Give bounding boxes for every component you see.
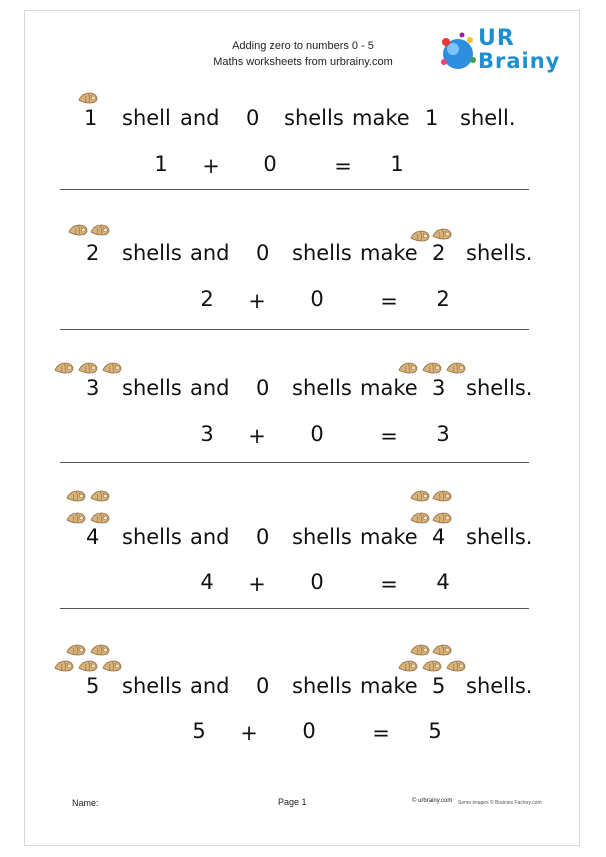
- problem-3-a-unit: shells: [122, 376, 182, 400]
- problem-1-equals: =: [334, 154, 352, 178]
- shell-icon: [410, 510, 430, 524]
- problem-2-eq-result: 2: [436, 287, 450, 311]
- problem-2-result-unit: shells.: [466, 241, 533, 265]
- problem-4-eq-a: 4: [200, 570, 214, 594]
- shell-icon: [66, 488, 86, 502]
- problem-5-result-unit: shells.: [466, 674, 533, 698]
- problem-1-eq-result: 1: [390, 152, 404, 176]
- problem-2-b-unit: shells: [292, 241, 352, 265]
- problem-3-make: make: [360, 376, 418, 400]
- problem-1-plus: +: [202, 154, 220, 178]
- problem-2-and: and: [190, 241, 230, 265]
- shell-icon: [432, 510, 452, 524]
- problem-3-a: 3: [86, 376, 100, 400]
- problem-5-eq-a: 5: [192, 719, 206, 743]
- problem-1-eq-b: 0: [263, 152, 277, 176]
- problem-1-a-unit: shell: [122, 106, 171, 130]
- problem-4-and: and: [190, 525, 230, 549]
- shell-icon: [78, 360, 98, 374]
- problem-5-equals: =: [372, 721, 390, 745]
- problem-3-plus: +: [248, 424, 266, 448]
- shell-icon: [90, 510, 110, 524]
- globe-icon: [440, 30, 480, 74]
- shell-icon: [446, 658, 466, 672]
- logo-line-2: Brainy: [478, 49, 561, 73]
- problem-5-a: 5: [86, 674, 100, 698]
- problem-1-b: 0: [246, 106, 260, 130]
- problem-5-a-unit: shells: [122, 674, 182, 698]
- problem-2-eq-a: 2: [200, 287, 214, 311]
- problem-1-result: 1: [425, 106, 439, 130]
- shell-icon: [68, 222, 88, 236]
- shell-icon: [410, 488, 430, 502]
- logo-line-1: UR: [478, 26, 515, 51]
- problem-5-plus: +: [240, 721, 258, 745]
- problem-4-make: make: [360, 525, 418, 549]
- shell-icon: [422, 360, 442, 374]
- shell-icon: [432, 488, 452, 502]
- problem-1-eq-a: 1: [154, 152, 168, 176]
- shell-icon: [90, 488, 110, 502]
- problem-2-plus: +: [248, 289, 266, 313]
- divider-rule: [60, 329, 529, 330]
- shell-icon: [398, 360, 418, 374]
- problem-1-result-unit: shell.: [460, 106, 516, 130]
- divider-rule: [60, 189, 529, 190]
- shell-icon: [410, 228, 430, 242]
- problem-3-eq-a: 3: [200, 422, 214, 446]
- logo-text: [478, 28, 560, 72]
- problem-4-a-unit: shells: [122, 525, 182, 549]
- problem-1-make: make: [352, 106, 410, 130]
- problem-2-a: 2: [86, 241, 100, 265]
- problem-3-equals: =: [380, 424, 398, 448]
- shell-icon: [78, 658, 98, 672]
- shell-icon: [446, 360, 466, 374]
- problem-5-eq-result: 5: [428, 719, 442, 743]
- page-number: Page 1: [278, 797, 307, 807]
- copyright: © urbrainy.com: [412, 798, 453, 804]
- problem-4-eq-b: 0: [310, 570, 324, 594]
- shell-icon: [102, 360, 122, 374]
- problem-5-eq-b: 0: [302, 719, 316, 743]
- name-label: Name:: [72, 798, 99, 808]
- shell-icon: [90, 222, 110, 236]
- problem-2-make: make: [360, 241, 418, 265]
- shell-icon: [78, 90, 98, 104]
- problem-4-result-unit: shells.: [466, 525, 533, 549]
- shell-icon: [66, 510, 86, 524]
- shell-icon: [410, 642, 430, 656]
- problem-2-a-unit: shells: [122, 241, 182, 265]
- problem-4-b-unit: shells: [292, 525, 352, 549]
- problem-5-result: 5: [432, 674, 446, 698]
- problem-3-eq-b: 0: [310, 422, 324, 446]
- worksheet-subtitle: Maths worksheets from urbrainy.com: [213, 56, 393, 68]
- shell-icon: [54, 360, 74, 374]
- problem-5-b: 0: [256, 674, 270, 698]
- problem-3-and: and: [190, 376, 230, 400]
- image-credit: Some images © Brainies Factory.com: [458, 800, 542, 806]
- problem-2-eq-b: 0: [310, 287, 324, 311]
- shell-icon: [102, 658, 122, 672]
- shell-icon: [432, 226, 452, 240]
- problem-2-b: 0: [256, 241, 270, 265]
- problem-5-b-unit: shells: [292, 674, 352, 698]
- problem-3-result: 3: [432, 376, 446, 400]
- problem-2-result: 2: [432, 241, 446, 265]
- urbrainy-logo: [440, 26, 570, 78]
- shell-icon: [54, 658, 74, 672]
- problem-4-plus: +: [248, 572, 266, 596]
- problem-4-result: 4: [432, 525, 446, 549]
- problem-1-a: 1: [84, 106, 98, 130]
- problem-1-b-unit: shells: [284, 106, 344, 130]
- problem-3-result-unit: shells.: [466, 376, 533, 400]
- problem-4-eq-result: 4: [436, 570, 450, 594]
- problem-1-and: and: [180, 106, 220, 130]
- problem-4-equals: =: [380, 572, 398, 596]
- divider-rule: [60, 608, 529, 609]
- divider-rule: [60, 462, 529, 463]
- problem-3-eq-result: 3: [436, 422, 450, 446]
- shell-icon: [398, 658, 418, 672]
- problem-5-make: make: [360, 674, 418, 698]
- problem-3-b-unit: shells: [292, 376, 352, 400]
- problem-4-a: 4: [86, 525, 100, 549]
- shell-icon: [422, 658, 442, 672]
- shell-icon: [432, 642, 452, 656]
- shell-icon: [66, 642, 86, 656]
- shell-icon: [90, 642, 110, 656]
- problem-3-b: 0: [256, 376, 270, 400]
- worksheet-title: Adding zero to numbers 0 - 5: [232, 40, 374, 52]
- problem-4-b: 0: [256, 525, 270, 549]
- problem-5-and: and: [190, 674, 230, 698]
- problem-2-equals: =: [380, 289, 398, 313]
